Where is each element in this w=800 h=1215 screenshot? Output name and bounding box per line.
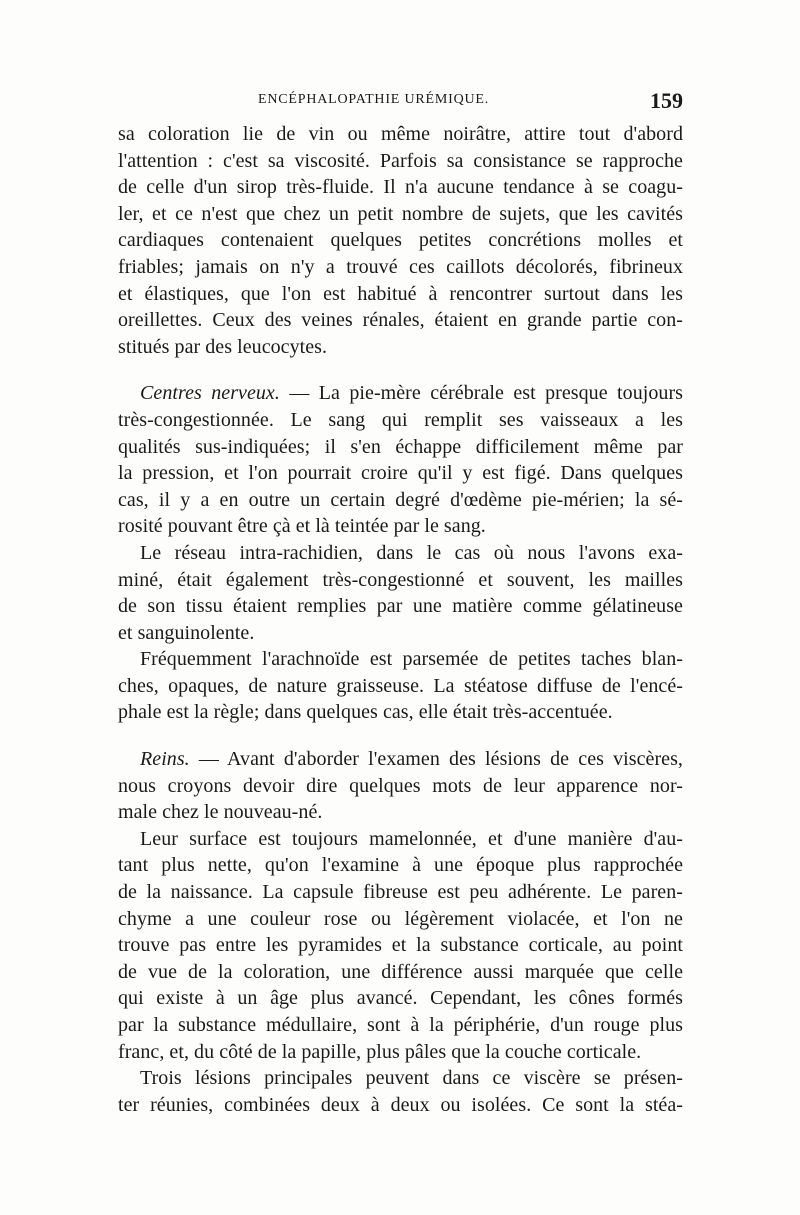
running-title: ENCÉPHALOPATHIE URÉMIQUE. <box>258 92 490 107</box>
paragraph-reins <box>118 746 683 826</box>
text-line <box>118 380 683 407</box>
text-line: trouve pas entre les pyramides et la substance corticale, au point <box>118 934 683 957</box>
text-line: Trois lésions principales peuvent dans ce viscère se présen- <box>140 1067 683 1090</box>
text-line: ter réunies, combinées deux à deux ou isolées. Ce sont la stéa- <box>118 1093 683 1116</box>
text-line: sa coloration lie de vin ou même noirâtre, attire tout d'abord <box>118 123 683 145</box>
section-gap <box>118 360 683 380</box>
text-line: qualités sus-indiquées; il s'en échappe difficilement même par <box>118 435 683 458</box>
text-line: nous croyons devoir dire quelques mots de leur apparence nor- <box>118 774 683 797</box>
text-line: par la substance médullaire, sont à la périphérie, d'un rouge plus <box>118 1014 683 1036</box>
section-heading: Centres nerveux. <box>140 382 280 405</box>
paragraph <box>118 540 683 646</box>
text-line: et élastiques, que l'on est habitué à rencontrer surtout dans les <box>118 282 683 305</box>
body-text <box>118 121 683 1118</box>
text-line: male chez le nouveau-né. <box>118 801 323 824</box>
text-line: cardiaques contenaient quelques petites concrétions molles et <box>118 229 683 252</box>
text-line-rest: — Avant d'aborder l'examen des lésions de ces viscères, <box>189 748 683 771</box>
text-line: phale est la règle; dans quelques cas, elle était très-accentuée. <box>118 701 613 724</box>
page-number: 159 <box>650 88 683 113</box>
section-heading: Reins. <box>140 748 190 771</box>
text-line: rosité pouvant être çà et là teintée par le sang. <box>118 515 486 538</box>
text-line: de vue de la coloration, une différence aussi marquée que celle <box>118 960 683 983</box>
text-line: Fréquemment l'arachnoïde est parsemée de petites taches blan- <box>140 648 683 671</box>
text-line-rest: — La pie-mère cérébrale est presque toujours <box>279 382 683 405</box>
text-line: de celle d'un sirop très-fluide. Il n'a aucune tendance à se coagu- <box>118 176 683 199</box>
text-line: chyme a une couleur rose ou légèrement violacée, et l'on ne <box>118 907 683 930</box>
text-line: franc, et, du côté de la papille, plus pâles que la couche corticale. <box>118 1040 642 1063</box>
text-line: friables; jamais on n'y a trouvé ces caillots décolorés, fibrineux <box>118 255 683 278</box>
paragraph-centres-nerveux <box>118 380 683 540</box>
text-line: Leur surface est toujours mamelonnée, et d'une manière d'au- <box>140 827 683 850</box>
section-gap <box>118 726 683 746</box>
running-head <box>118 88 683 116</box>
text-line: Le réseau intra-rachidien, dans le cas où nous l'avons exa- <box>140 541 683 564</box>
text-line: la pression, et l'on pourrait croire qu'il y est figé. Dans quelques <box>118 462 683 485</box>
text-line: très-congestionnée. Le sang qui remplit ses vaisseaux a les <box>118 408 683 431</box>
text-line: qui existe à un âge plus avancé. Cependant, les cônes formés <box>118 987 683 1010</box>
text-line: l'attention : c'est sa viscosité. Parfois sa consistance se rapproche <box>118 149 683 172</box>
text-line: cas, il y a en outre un certain degré d'œdème pie-mérien; la sé- <box>118 488 683 511</box>
text-line: ler, et ce n'est que chez un petit nombre de sujets, que les cavités <box>118 202 683 225</box>
text-line: stitués par des leucocytes. <box>118 335 328 358</box>
text-line: oreillettes. Ceux des veines rénales, étaient en grande partie con- <box>118 309 683 332</box>
text-line <box>118 746 683 773</box>
text-line: de son tissu étaient remplies par une matière comme gélatineuse <box>118 595 683 618</box>
text-line: tant plus nette, qu'on l'examine à une époque plus rapprochée <box>118 854 683 877</box>
text-line: ches, opaques, de nature graisseuse. La stéatose diffuse de l'encé- <box>118 674 683 697</box>
paragraph <box>118 121 683 360</box>
paragraph <box>118 646 683 726</box>
text-line: de la naissance. La capsule fibreuse est peu adhérente. Le paren- <box>118 881 683 904</box>
text-line: miné, était également très-congestionné et souvent, les mailles <box>118 568 683 591</box>
text-line: et sanguinolente. <box>118 621 255 644</box>
paragraph <box>118 826 683 1065</box>
paragraph <box>118 1065 683 1118</box>
